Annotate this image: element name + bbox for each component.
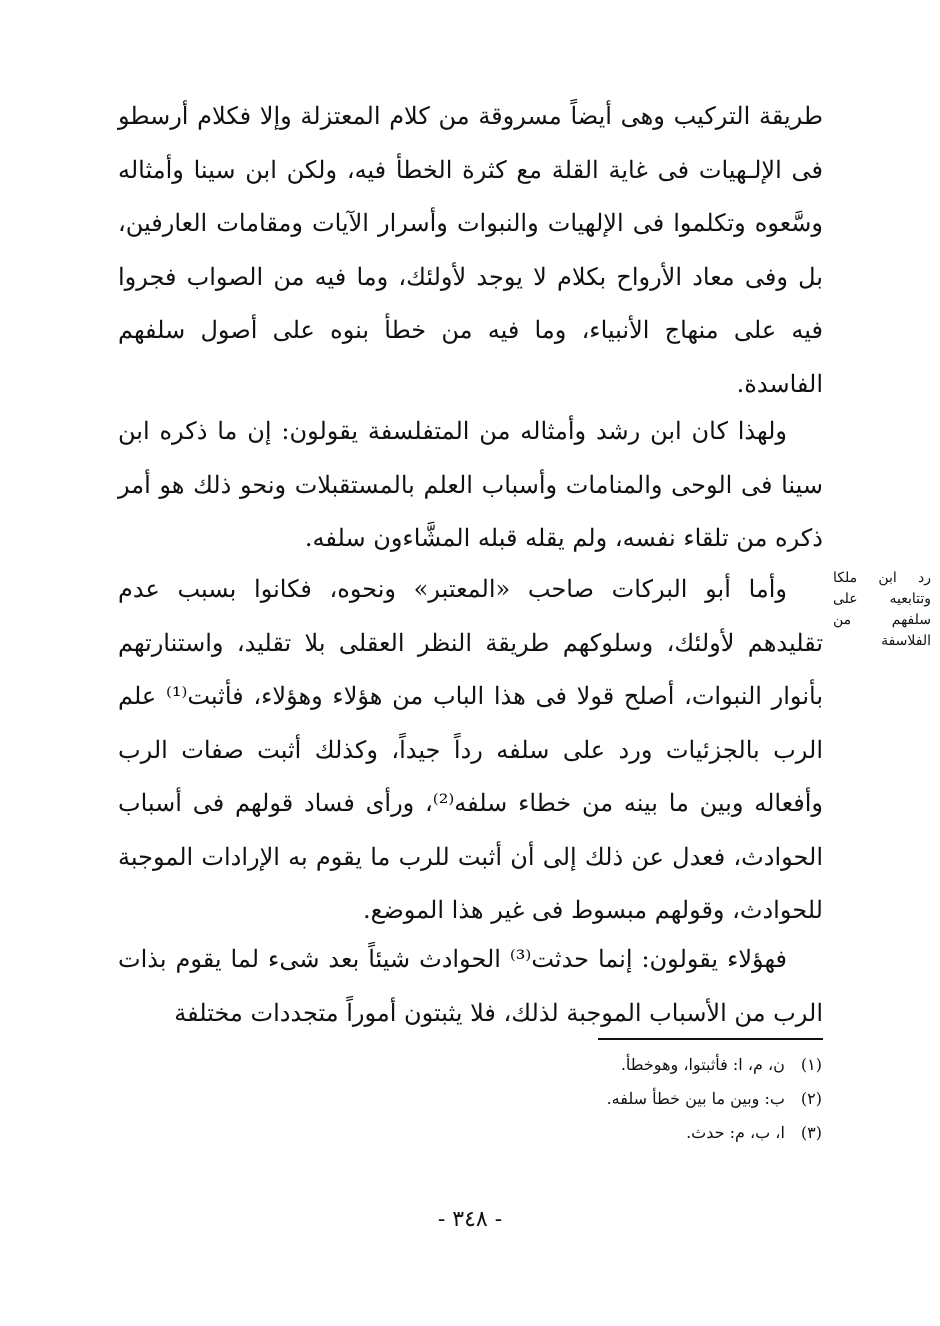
footnotes <box>400 1048 822 1150</box>
body-text-block-4 <box>118 933 823 1040</box>
footnote-number: (٣) <box>800 1123 822 1142</box>
body-text-block-3 <box>118 563 823 938</box>
margin-note: رد ابن ملكا وتتابعيه على سلفهم من الفلاسفة <box>833 570 931 649</box>
body-text-block-1 <box>118 90 823 411</box>
footnote-3 <box>400 1116 822 1150</box>
footnote-2 <box>400 1082 822 1116</box>
footnote-text: ا، ب، م: حدث. <box>686 1123 785 1142</box>
body-text-block-2 <box>118 405 823 566</box>
footnote-text: ن، م، ا: فأثبتوا، وهوخطأ. <box>620 1055 785 1074</box>
paragraph-1: طريقة التركيب وهى أيضاً مسروقة من كلام المعتزلة وإلا فكلام أرسطو فى الإلـهيات فى غاية القلة مع كثرة الخطأ فيه، ولكن ابن سينا وأمثاله وسَّعوه وتكلموا فى الإلهيات والنبوات وأسرار الآيات ومقامات العارفين، بل وفى معاد الأرواح بكلام لا يوجد لأولئك، وما فيه من الصواب فجروا فيه على منهاج الأنبياء، وما فيه من خطأ بنوه على أصول سلفهم الفاسدة. <box>118 102 823 398</box>
footnote-1 <box>400 1048 822 1082</box>
footnote-number: (٢) <box>800 1089 822 1108</box>
paragraph-2: ولهذا كان ابن رشد وأمثاله من المتفلسفة يقولون: إن ما ذكره ابن سينا فى الوحى والمنامات وأسباب العلم بالمستقبلات ونحو ذلك هو أمر ذكره من تلقاء نفسه، ولم يقله قبله المشَّاءون سلفه. <box>118 417 823 552</box>
paragraph-3: وأما أبو البركات صاحب «المعتبر» ونحوه، فكانوا بسبب عدم تقليدهم لأولئك، وسلوكهم طريقة النظر العقلى بلا تقليد، واستنارتهم بأنوار النبوات، أصلح قولا فى هذا الباب من هؤلاء وهؤلاء، فأثبت⁽¹⁾ علم الرب بالجزئيات ورد على سلفه رداً جيداً، وكذلك أثبت صفات الرب وأفعاله وبين ما بينه من خطاء سلفه⁽²⁾، ورأى فساد قولهم فى أسباب الحوادث، فعدل عن ذلك إلى أن أثبت للرب ما يقوم به الإرادات الموجبة للحوادث، وقولهم مبسوط فى غير هذا الموضع. <box>118 575 824 924</box>
footnote-separator <box>598 1038 823 1040</box>
page-number: - ٣٤٨ - <box>437 1207 503 1232</box>
paragraph-4: فهؤلاء يقولون: إنما حدثت⁽³⁾ الحوادث شيئاً بعد شىء لما يقوم بذات الرب من الأسباب الموجبة لذلك، فلا يثبتون أموراً متجددات مختلفة <box>118 945 823 1027</box>
footnote-text: ب: وبين ما بين خطأ سلفه. <box>606 1089 785 1108</box>
footnote-number: (١) <box>800 1055 822 1074</box>
